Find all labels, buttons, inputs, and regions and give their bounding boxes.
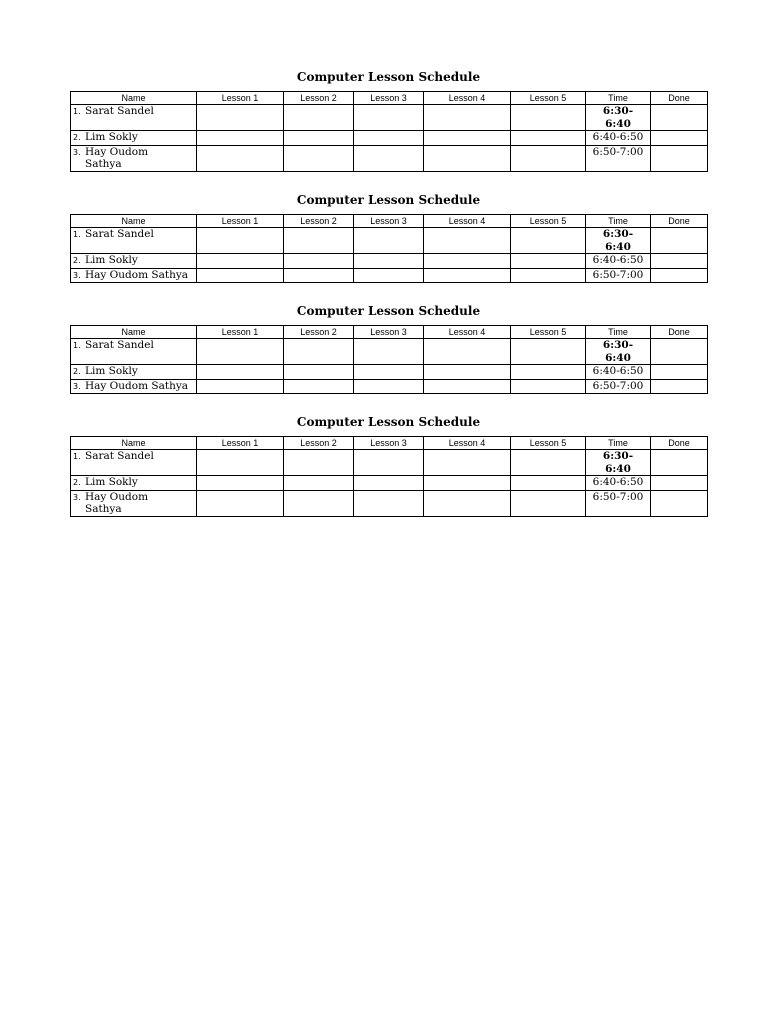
column-header: Lesson 3	[354, 326, 424, 339]
time-cell: 6:50-7:00	[586, 379, 651, 394]
row-number: 3.	[73, 381, 81, 391]
header-row	[71, 92, 708, 105]
lesson-cell	[511, 490, 586, 516]
student-name: Lim Sokly	[85, 254, 138, 266]
row-number: 1.	[73, 341, 81, 350]
lesson-cell	[424, 490, 511, 516]
time-cell: 6:40-6:50	[586, 476, 651, 491]
name-cell	[71, 131, 197, 146]
column-header: Done	[651, 326, 708, 339]
done-cell	[651, 365, 708, 380]
lesson-cell	[284, 490, 354, 516]
table-row	[71, 105, 708, 131]
column-header: Lesson 3	[354, 92, 424, 105]
student-name: Sarat Sandel	[85, 228, 154, 240]
lesson-cell	[511, 339, 586, 365]
lesson-cell	[197, 228, 284, 254]
lesson-cell	[424, 365, 511, 380]
column-header: Time	[586, 437, 651, 450]
time-cell: 6:30- 6:40	[586, 105, 651, 131]
lesson-cell	[424, 254, 511, 269]
schedule-block	[70, 68, 707, 172]
column-header: Lesson 2	[284, 437, 354, 450]
table-row	[71, 490, 708, 516]
schedule-block	[70, 302, 707, 394]
schedule-table	[70, 325, 708, 394]
student-name: Hay Oudom Sathya	[85, 490, 149, 515]
column-header: Lesson 2	[284, 215, 354, 228]
lesson-cell	[424, 105, 511, 131]
row-number: 2.	[73, 478, 81, 487]
name-cell	[71, 145, 197, 171]
row-number: 1.	[73, 230, 81, 239]
student-name: Lim Sokly	[85, 131, 138, 143]
column-header: Lesson 5	[511, 92, 586, 105]
time-cell: 6:50-7:00	[586, 268, 651, 283]
lesson-cell	[424, 379, 511, 394]
student-name: Hay Oudom Sathya	[85, 145, 149, 170]
lesson-cell	[354, 105, 424, 131]
lesson-cell	[197, 145, 284, 171]
row-number: 2.	[73, 133, 81, 142]
schedule-table	[70, 214, 708, 283]
name-cell	[71, 490, 197, 516]
lesson-cell	[511, 145, 586, 171]
row-number: 3.	[73, 147, 81, 157]
table-row	[71, 131, 708, 146]
table-row	[71, 476, 708, 491]
lesson-cell	[197, 254, 284, 269]
column-header: Done	[651, 215, 708, 228]
schedule-title: Computer Lesson Schedule	[296, 193, 481, 207]
column-header: Name	[71, 215, 197, 228]
column-header: Lesson 1	[197, 215, 284, 228]
lesson-cell	[511, 228, 586, 254]
schedule-title: Computer Lesson Schedule	[296, 70, 481, 84]
lesson-cell	[511, 268, 586, 283]
table-row	[71, 145, 708, 171]
lesson-cell	[284, 339, 354, 365]
student-name: Lim Sokly	[85, 365, 138, 377]
lesson-cell	[197, 476, 284, 491]
lesson-cell	[197, 490, 284, 516]
column-header: Lesson 3	[354, 437, 424, 450]
lesson-cell	[284, 105, 354, 131]
student-name: Sarat Sandel	[85, 105, 154, 117]
lesson-cell	[424, 145, 511, 171]
schedule-table	[70, 91, 708, 172]
column-header: Time	[586, 92, 651, 105]
lesson-cell	[424, 450, 511, 476]
column-header: Lesson 1	[197, 437, 284, 450]
row-number: 2.	[73, 256, 81, 265]
column-header: Lesson 4	[424, 326, 511, 339]
lesson-cell	[354, 365, 424, 380]
row-number: 3.	[73, 270, 81, 280]
column-header: Time	[586, 326, 651, 339]
time-cell: 6:50-7:00	[586, 145, 651, 171]
lesson-cell	[354, 490, 424, 516]
column-header: Name	[71, 92, 197, 105]
schedule-title: Computer Lesson Schedule	[296, 415, 481, 429]
name-cell	[71, 105, 197, 131]
student-name: Sarat Sandel	[85, 450, 154, 462]
lesson-cell	[284, 476, 354, 491]
lesson-cell	[354, 268, 424, 283]
time-cell: 6:40-6:50	[586, 365, 651, 380]
name-cell	[71, 268, 197, 283]
row-number: 2.	[73, 367, 81, 376]
lesson-cell	[284, 450, 354, 476]
column-header: Time	[586, 215, 651, 228]
lesson-cell	[197, 365, 284, 380]
lesson-cell	[197, 450, 284, 476]
lesson-cell	[424, 268, 511, 283]
time-cell: 6:30- 6:40	[586, 339, 651, 365]
lesson-cell	[197, 131, 284, 146]
column-header: Lesson 4	[424, 92, 511, 105]
time-cell: 6:40-6:50	[586, 254, 651, 269]
column-header: Lesson 5	[511, 215, 586, 228]
lesson-cell	[424, 131, 511, 146]
header-row	[71, 215, 708, 228]
column-header: Lesson 5	[511, 437, 586, 450]
done-cell	[651, 379, 708, 394]
name-cell	[71, 365, 197, 380]
student-name: Sarat Sandel	[85, 339, 154, 351]
name-cell	[71, 254, 197, 269]
lesson-cell	[354, 379, 424, 394]
done-cell	[651, 145, 708, 171]
done-cell	[651, 105, 708, 131]
lesson-cell	[284, 365, 354, 380]
time-cell: 6:30- 6:40	[586, 228, 651, 254]
name-cell	[71, 450, 197, 476]
lesson-cell	[197, 339, 284, 365]
column-header: Lesson 1	[197, 92, 284, 105]
lesson-cell	[511, 365, 586, 380]
row-number: 1.	[73, 107, 81, 116]
lesson-cell	[511, 379, 586, 394]
lesson-cell	[354, 450, 424, 476]
lesson-cell	[197, 268, 284, 283]
lesson-cell	[511, 131, 586, 146]
time-cell: 6:40-6:50	[586, 131, 651, 146]
schedule-block	[70, 413, 707, 517]
column-header: Lesson 2	[284, 92, 354, 105]
lesson-cell	[511, 254, 586, 269]
schedule-title: Computer Lesson Schedule	[296, 304, 481, 318]
lesson-cell	[354, 131, 424, 146]
time-cell: 6:30- 6:40	[586, 450, 651, 476]
lesson-cell	[511, 450, 586, 476]
student-name: Hay Oudom Sathya	[85, 379, 189, 392]
lesson-cell	[284, 254, 354, 269]
lesson-cell	[354, 476, 424, 491]
column-header: Name	[71, 437, 197, 450]
name-cell	[71, 379, 197, 394]
done-cell	[651, 228, 708, 254]
student-name: Hay Oudom Sathya	[85, 268, 189, 281]
lesson-cell	[197, 105, 284, 131]
lesson-cell	[284, 268, 354, 283]
lesson-cell	[284, 379, 354, 394]
row-number: 1.	[73, 452, 81, 461]
lesson-cell	[511, 105, 586, 131]
lesson-cell	[354, 339, 424, 365]
table-row	[71, 365, 708, 380]
table-row	[71, 268, 708, 283]
lesson-cell	[424, 339, 511, 365]
column-header: Lesson 3	[354, 215, 424, 228]
schedule-block	[70, 191, 707, 283]
column-header: Name	[71, 326, 197, 339]
name-cell	[71, 339, 197, 365]
done-cell	[651, 268, 708, 283]
done-cell	[651, 254, 708, 269]
column-header: Lesson 1	[197, 326, 284, 339]
done-cell	[651, 476, 708, 491]
table-row	[71, 339, 708, 365]
student-name: Lim Sokly	[85, 476, 138, 488]
lesson-cell	[354, 254, 424, 269]
table-row	[71, 450, 708, 476]
lesson-cell	[197, 379, 284, 394]
lesson-cell	[511, 476, 586, 491]
lesson-cell	[284, 131, 354, 146]
time-cell: 6:50-7:00	[586, 490, 651, 516]
column-header: Lesson 5	[511, 326, 586, 339]
lesson-cell	[424, 476, 511, 491]
column-header: Lesson 2	[284, 326, 354, 339]
lesson-cell	[354, 228, 424, 254]
column-header: Done	[651, 437, 708, 450]
lesson-cell	[424, 228, 511, 254]
name-cell	[71, 228, 197, 254]
table-row	[71, 254, 708, 269]
done-cell	[651, 339, 708, 365]
table-row	[71, 228, 708, 254]
done-cell	[651, 131, 708, 146]
header-row	[71, 326, 708, 339]
lesson-cell	[354, 145, 424, 171]
row-number: 3.	[73, 492, 81, 502]
header-row	[71, 437, 708, 450]
schedule-table	[70, 436, 708, 517]
table-row	[71, 379, 708, 394]
column-header: Lesson 4	[424, 437, 511, 450]
column-header: Done	[651, 92, 708, 105]
done-cell	[651, 490, 708, 516]
name-cell	[71, 476, 197, 491]
done-cell	[651, 450, 708, 476]
lesson-cell	[284, 228, 354, 254]
lesson-cell	[284, 145, 354, 171]
column-header: Lesson 4	[424, 215, 511, 228]
